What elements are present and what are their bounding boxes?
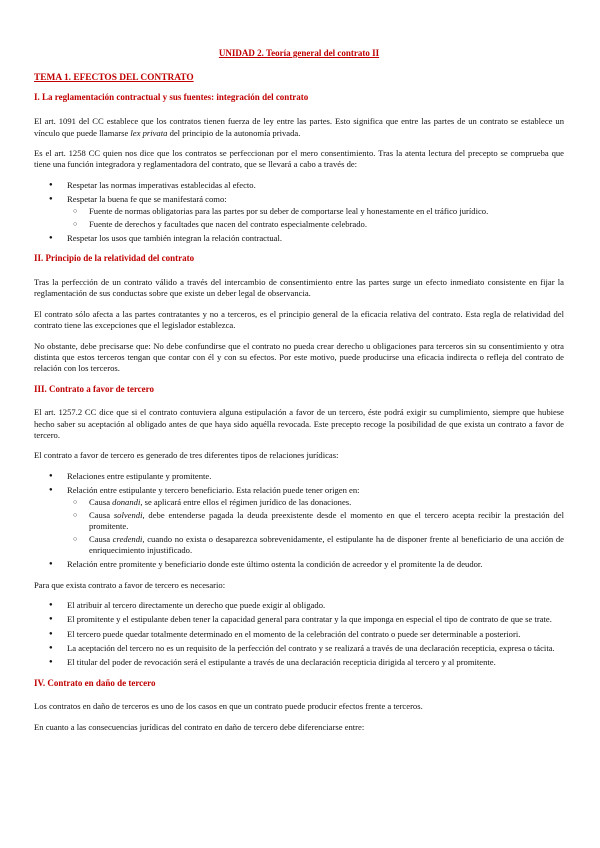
section-1-list bbox=[34, 180, 564, 245]
section-1-title: I. La reglamentación contractual y sus fuentes: integración del contrato bbox=[34, 92, 309, 103]
list-item: ● El atribuir al tercero directamente un derecho que puede exigir al obligado. bbox=[67, 600, 564, 611]
section-2-paragraph-3: No obstante, debe precisarse que: No debe confundirse que el contrato no pueda crear derecho u obligaciones para terceros sin su consentimiento y otra distinta que estos terceros tengan que contar con él y con su efectos. Por este motivo, puede producirse una eficacia indirecta o refleja del contrato de relación con los terceros. bbox=[34, 340, 564, 374]
section-3-paragraph-1: El art. 1257.2 CC dice que si el contrato contuviera alguna estipulación a favor de un tercero, éste podrá exigir su cumplimiento, siempre que hubiese hecho saber su aceptación al obligado antes de que haya sido aquélla revocada. Este precepto recoge la posibilidad de que exista un contrato a favor de tercero. bbox=[34, 407, 564, 441]
sub-list-item: ○ Causa donandi, se aplicará entre ellos el régimen jurídico de las donaciones. bbox=[89, 497, 564, 508]
section-3-relations-list bbox=[34, 471, 564, 571]
list-item: ● Respetar los usos que también integran la relación contractual. bbox=[67, 233, 564, 244]
sub-list-item: ○ Causa solvendi, debe entenderse pagada la deuda preexistente desde el momento en que el tercero acepta recibir la prestación del promitente. bbox=[89, 510, 564, 533]
section-3-paragraph-3: Para que exista contrato a favor de tercero es necesario: bbox=[34, 579, 226, 590]
section-3-paragraph-2: El contrato a favor de tercero es generado de tres diferentes tipos de relaciones jurídicas: bbox=[34, 450, 339, 461]
document-page bbox=[34, 38, 564, 742]
section-1-paragraph-2: Es el art. 1258 CC quien nos dice que los contratos se perfeccionan por el mero consentimiento. Tras la atenta lectura del precepto se comprueba que tiene una función integradora y reglamentadora del contrato, que se llevará a cabo a través de: bbox=[34, 147, 564, 170]
section-4-title: IV. Contrato en daño de tercero bbox=[34, 677, 156, 688]
list-item: ● Respetar las normas imperativas establecidas al efecto. bbox=[67, 180, 564, 191]
unit-title: UNIDAD 2. Teoría general del contrato II bbox=[218, 48, 380, 58]
section-2-paragraph-1: Tras la perfección de un contrato válido a través del intercambio de consentimiento entre las partes surge un efecto inmediato consistente en fijar la reglamentación de sus conductas sobre que existe un deber legal de observancia. bbox=[34, 277, 564, 299]
sub-list-item: ○ Fuente de derechos y facultades que nacen del contrato especialmente celebrado. bbox=[89, 219, 564, 230]
list-item: ● El tercero puede quedar totalmente determinado en el momento de la celebración del contrato o puede ser determinable a posteriori. bbox=[67, 629, 564, 640]
sub-list-item: ○ Fuente de normas obligatorias para las partes por su deber de comportarse leal y honestamente en el tráfico jurídico. bbox=[89, 206, 564, 217]
sub-list bbox=[67, 497, 564, 556]
section-3-requirements-list bbox=[34, 600, 564, 669]
list-item: ● El promitente y el estipulante deben tener la capacidad general para contratar y la que imponga en especial el tipo de contrato de que se trate. bbox=[67, 614, 564, 625]
list-item: ● La aceptación del tercero no es un requisito de la perfección del contrato y se realizará a través de una declaración recepticia, expresa o tácita. bbox=[67, 643, 564, 654]
theme-title: TEMA 1. EFECTOS DEL CONTRATO bbox=[34, 72, 194, 83]
list-item: ● El titular del poder de revocación será el estipulante a través de una declaración recepticia dirigida al tercero y al promitente. bbox=[67, 657, 564, 668]
list-item: ● Relación entre estipulante y tercero beneficiario. Esta relación puede tener origen en: ○ Causa donandi, se aplicará entre ellos el régimen jurídico de las donaciones. ○ Causa solvendi, debe entenderse pagada la deuda preexistente desde el momento en que el tercero acepta recibir la prestación del promitente. ○ Causa credendi, cuando no exista o desaparezca sobrevenidamente, el estipulante ha de disponer frente al beneficiario de una acción de enriquecimiento injustificado. bbox=[67, 485, 564, 556]
section-4-paragraph-1: Los contratos en daño de terceros es uno de los casos en que un contrato puede producir efectos frente a terceros. bbox=[34, 701, 423, 712]
section-2-paragraph-2: El contrato sólo afecta a las partes contratantes y no a terceros, es el principio general de la eficacia relativa del contrato. Esta regla de relatividad del contrato tiene las excepciones que el legislador establezca. bbox=[34, 308, 564, 331]
list-item: ● Respetar la buena fe que se manifestará como: ○ Fuente de normas obligatorias para las partes por su deber de comportarse leal y honestamente en el tráfico jurídico. ○ Fuente de derechos y facultades que nacen del contrato especialmente celebrado. bbox=[67, 194, 564, 230]
section-4-paragraph-2: En cuanto a las consecuencias jurídicas del contrato en daño de tercero debe diferenciarse entre: bbox=[34, 721, 365, 732]
section-1-paragraph-1: El art. 1091 del CC establece que los contratos tienen fuerza de ley entre las partes. Esto significa que entre las partes de un contrato se establece un vínculo que puede llamarse lex privata del principio de la autonomía privada. bbox=[34, 116, 564, 138]
sub-list-item: ○ Causa credendi, cuando no exista o desaparezca sobrevenidamente, el estipulante ha de disponer frente al beneficiario de una acción de enriquecimiento injustificado. bbox=[89, 534, 564, 557]
section-3-title: III. Contrato a favor de tercero bbox=[34, 383, 154, 394]
sub-list bbox=[67, 206, 564, 230]
list-item: ● Relación entre promitente y beneficiario donde este último ostenta la condición de acreedor y el promitente la de deudor. bbox=[67, 559, 564, 570]
list-item: ● Relaciones entre estipulante y promitente. bbox=[67, 471, 564, 482]
section-2-title: II. Principio de la relatividad del contrato bbox=[34, 253, 195, 264]
